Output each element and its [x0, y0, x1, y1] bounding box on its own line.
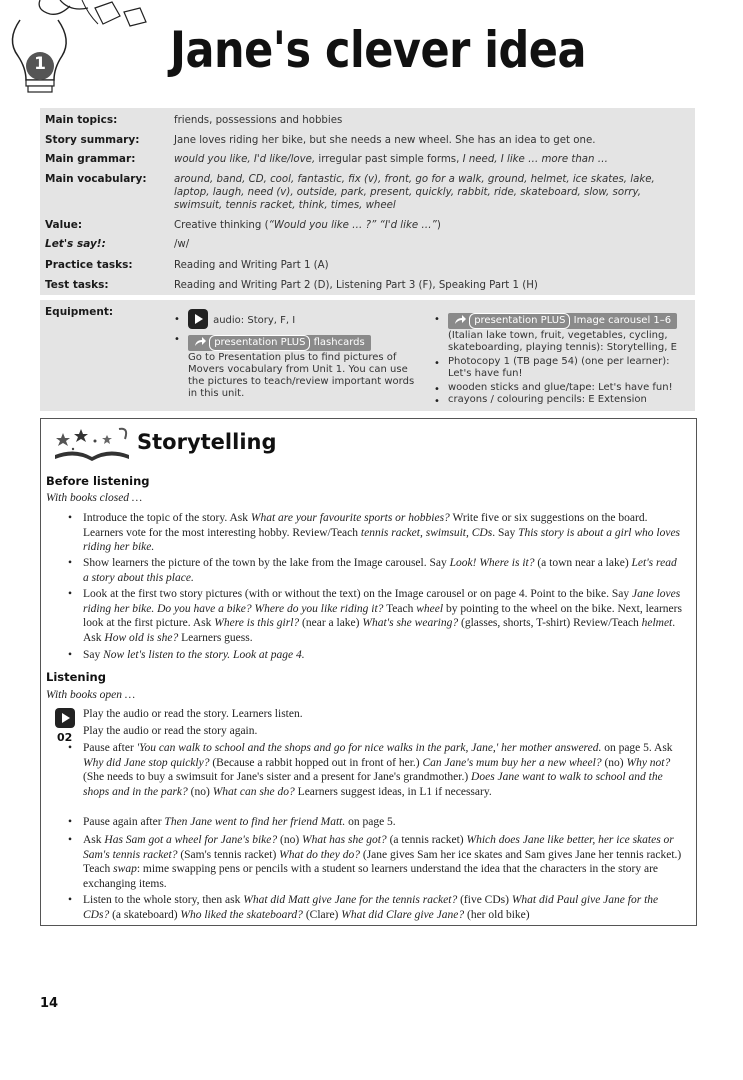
share-arrow-icon: [454, 315, 466, 325]
play-audio-icon[interactable]: [188, 309, 208, 329]
list-item: • Ask Has Sam got a wheel for Jane's bike? (no) What has she got? (a tennis racket) Which does Jane like better, her ice skates or Sam's tennis racket? (Sam's tennis racket) What do they do? (Jane gives Sam her ice skates and Sam gives Jane her tennis racket.) Teach swap: mime swapping pens or pencils with a student so learners understand the idea that the characters in the story are exchanging items.: [68, 834, 682, 890]
before-listening-heading: Before listening: [46, 474, 150, 488]
carousel-item: [448, 310, 677, 329]
list-item: • Listen to the whole story, then ask What did Matt give Jane for the tennis racket? (five CDs) What did Paul give Jane for the CDs? (a skateboard) Who liked the skateboard? (Clare) What did Clare give Jane? (her old bike): [68, 894, 659, 921]
list-item: Play the audio or read the story. Learners listen.: [83, 708, 303, 720]
list-item: • Look at the first two story pictures (with or without the text) on the Image carousel or on page 4. Point to the bike. Say Jane loves riding her bike. Do you have a bike? Where do you like riding it? Teach wheel by pointing to the wheel on the bike. Next, learners look at the first picture. Ask Where is this girl? (near a lake) What's she wearing? (glasses, shorts, T-shirt) Review/Teach helmet. Ask How old is she? Learners guess.: [68, 588, 682, 644]
carousel-description: (Italian lake town, fruit, vegetables, cycling, skateboarding, playing tennis): Storytelling, E: [448, 330, 677, 353]
audio-item: audio: Story, F, I: [188, 308, 295, 329]
flashcards-item: [188, 332, 371, 351]
page-title: Jane's clever idea: [170, 22, 586, 80]
storytelling-section: [40, 418, 697, 926]
crayons-item: crayons / colouring pencils: E Extension: [448, 394, 647, 405]
photocopy-item: Photocopy 1 (TB page 54) (one per learner): Let's have fun!: [448, 356, 670, 379]
presentation-plus-carousel-button[interactable]: presentation PLUS Image carousel 1–6: [448, 313, 677, 329]
books-open-note: With books open …: [46, 689, 136, 701]
storytelling-title: Storytelling: [137, 430, 277, 454]
equipment-panel: Equipment: • audio: Story, F, I • presentation PLUS flashcards Go to Presentation plus to find pictures of Movers vocabulary from Unit 1. You can use the pictures to teach/review important words in this unit. • presentation PLUS Image carousel 1–6 (Italian lake town, fruit, vegetables, cycling, skateboarding, playing tennis): Storytelling, E • Photocopy 1 (TB page 54) (one per learner): Let's have fun! • wooden sticks and glue/tape: Let's have fun! • crayons / colouring pencils: E Extension: [40, 300, 695, 411]
track-number: 02: [57, 731, 73, 744]
list-item: • Say Now let's listen to the story. Look at page 4.: [68, 649, 305, 661]
share-arrow-icon: [194, 337, 206, 347]
list-item: • Show learners the picture of the town by the lake from the Image carousel. Say Look! Where is it? (a town near a lake) Let's read a story about this place.: [68, 557, 677, 584]
listening-heading: Listening: [46, 670, 106, 684]
play-audio-icon[interactable]: [55, 708, 75, 728]
list-item: Play the audio or read the story again.: [83, 725, 258, 737]
list-item: • Introduce the topic of the story. Ask What are your favourite sports or hobbies? Write five or six suggestions on the board. Learners vote for the most interesting hobby. Review/Teach tennis racket, swimsuit, CDs. Say This story is about a girl who loves riding her bike.: [68, 512, 681, 553]
lightbulb-illustration: [0, 0, 160, 100]
unit-info-panel: Main topics: friends, possessions and hobbies Story summary: Jane loves riding her bike, but she needs a new wheel. She has an idea to get one. Main grammar: would you like, I'd like/love, irregular past simple forms, I need, I like … more than … Main vocabulary: around, band, CD, cool, fantastic, fix (v), front, go for a walk, ground, helmet, ice skates, lake, laptop, laugh, need (v), outside, park, present, quickly, rabbit, ride, skateboard, slow, sorry, swimsuit, tennis racket, think, times, wheel Value: Creative thinking (“Would you like … ?” “I'd like …”) Let's say!: /w/ Practice tasks: Reading and Writing Part 1 (A) Test tasks: Reading and Writing Part 2 (D), Listening Part 3 (F), Speaking Part 1 (H): [40, 108, 695, 295]
unit-number: 1: [34, 54, 46, 74]
presentation-plus-flashcards-button[interactable]: presentation PLUS flashcards: [188, 335, 371, 351]
sticks-item: wooden sticks and glue/tape: Let's have fun!: [448, 382, 673, 393]
list-item: • Pause after 'You can walk to school and the shops and go for nice walks in the park, Jane,' her mother answered. on page 5. Ask Why did Jane stop quickly? (Because a rabbit hopped out in front of her.) Can Jane's mum buy her a new wheel? (no) Why not? (She needs to buy a swimsuit for Jane's sister and a present for Jane's grandmother.) Does Jane want to walk to school and the shops and in the park? (no) What can she do? Learners suggest ideas, in L1 if necessary.: [68, 742, 673, 798]
list-item: • Pause again after Then Jane went to find her friend Matt. on page 5.: [68, 816, 396, 828]
page-number: 14: [40, 996, 59, 1011]
open-book-stars-icon: [49, 427, 135, 461]
books-closed-note: With books closed …: [46, 492, 143, 504]
flashcards-description: Go to Presentation plus to find pictures of Movers vocabulary from Unit 1. You can use the pictures to teach/review important words in this unit.: [188, 352, 415, 399]
